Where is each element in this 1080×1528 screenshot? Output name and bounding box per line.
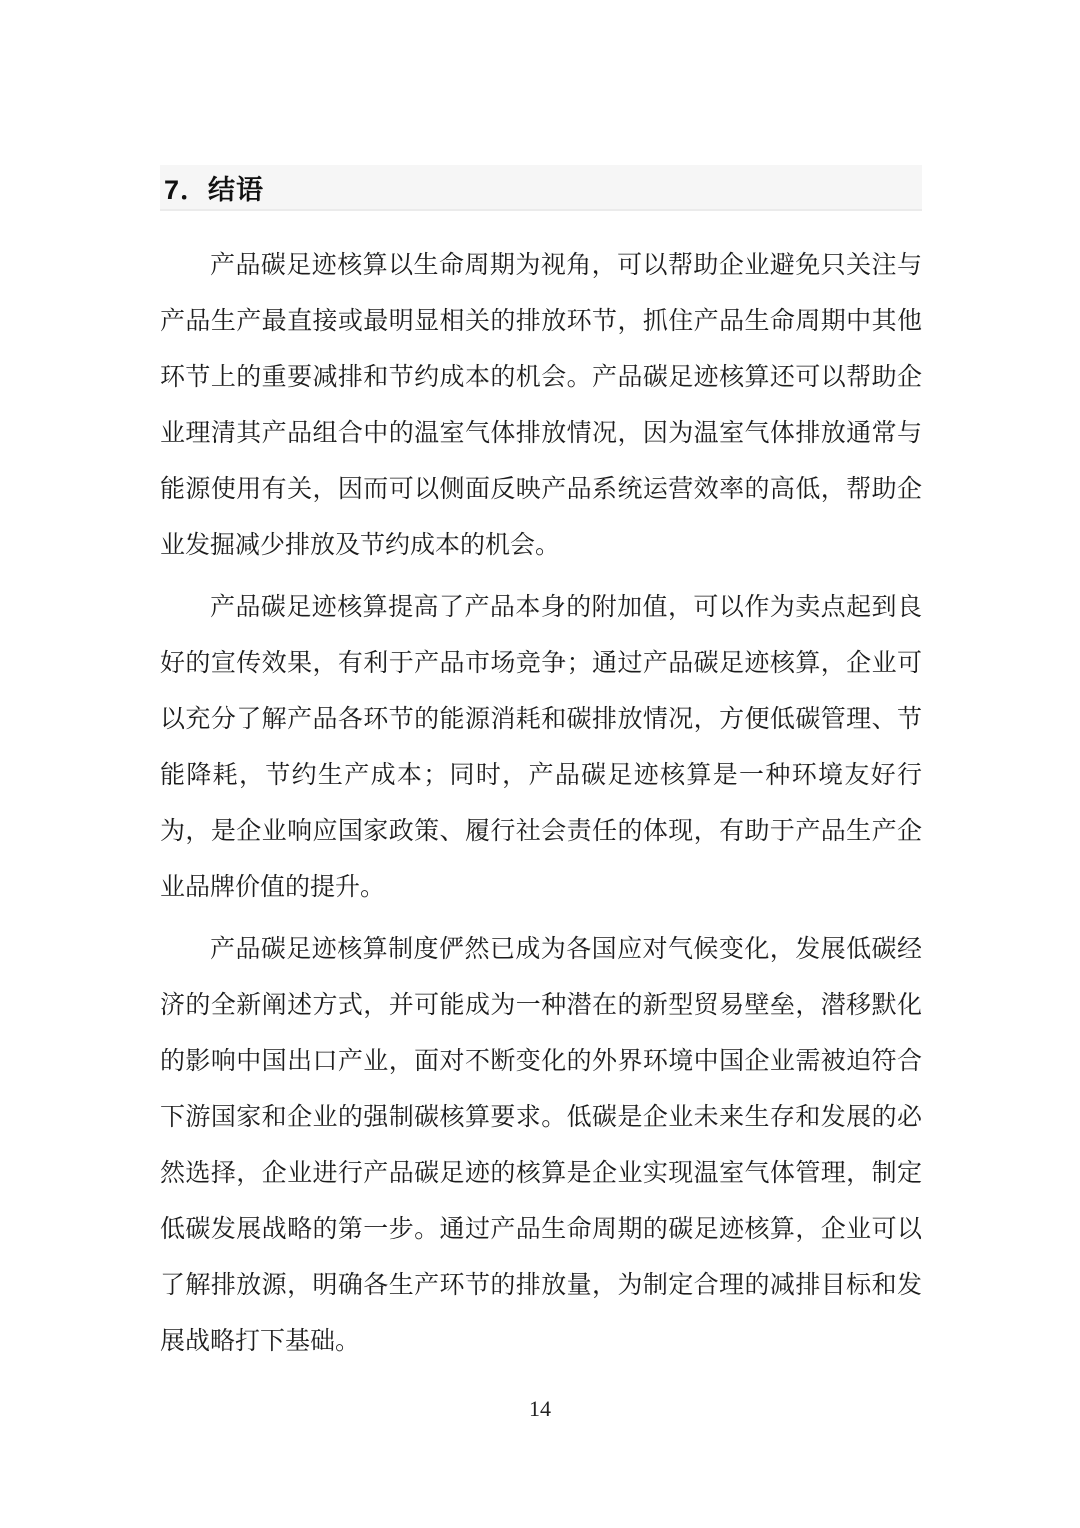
page-number: 14	[529, 1396, 551, 1421]
body-text	[160, 238, 922, 1370]
paragraph-1: 产品碳足迹核算以生命周期为视角，可以帮助企业避免只关注与产品生产最直接或最明显相关的排放环节，抓住产品生命周期中其他环节上的重要减排和节约成本的机会。产品碳足迹核算还可以帮助企业理清其产品组合中的温室气体排放情况，因为温室气体排放通常与能源使用有关，因而可以侧面反映产品系统运营效率的高低，帮助企业发掘减少排放及节约成本的机会。	[160, 252, 922, 559]
section-heading-bar	[160, 165, 922, 211]
paragraph-3: 产品碳足迹核算制度俨然已成为各国应对气候变化，发展低碳经济的全新阐述方式，并可能成为一种潜在的新型贸易壁垒，潜移默化的影响中国出口产业，面对不断变化的外界环境中国企业需被迫符合下游国家和企业的强制碳核算要求。低碳是企业未来生存和发展的必然选择，企业进行产品碳足迹的核算是企业实现温室气体管理，制定低碳发展战略的第一步。通过产品生命周期的碳足迹核算，企业可以了解排放源，明确各生产环节的排放量，为制定合理的减排目标和发展战略打下基础。	[160, 936, 922, 1355]
paragraph-2: 产品碳足迹核算提高了产品本身的附加值，可以作为卖点起到良好的宣传效果，有利于产品市场竞争；通过产品碳足迹核算，企业可以充分了解产品各环节的能源消耗和碳排放情况，方便低碳管理、节能降耗，节约生产成本；同时，产品碳足迹核算是一种环境友好行为，是企业响应国家政策、履行社会责任的体现，有助于产品生产企业品牌价值的提升。	[160, 594, 922, 901]
section-heading: 7．结语	[164, 174, 265, 205]
document-content	[160, 0, 922, 1370]
